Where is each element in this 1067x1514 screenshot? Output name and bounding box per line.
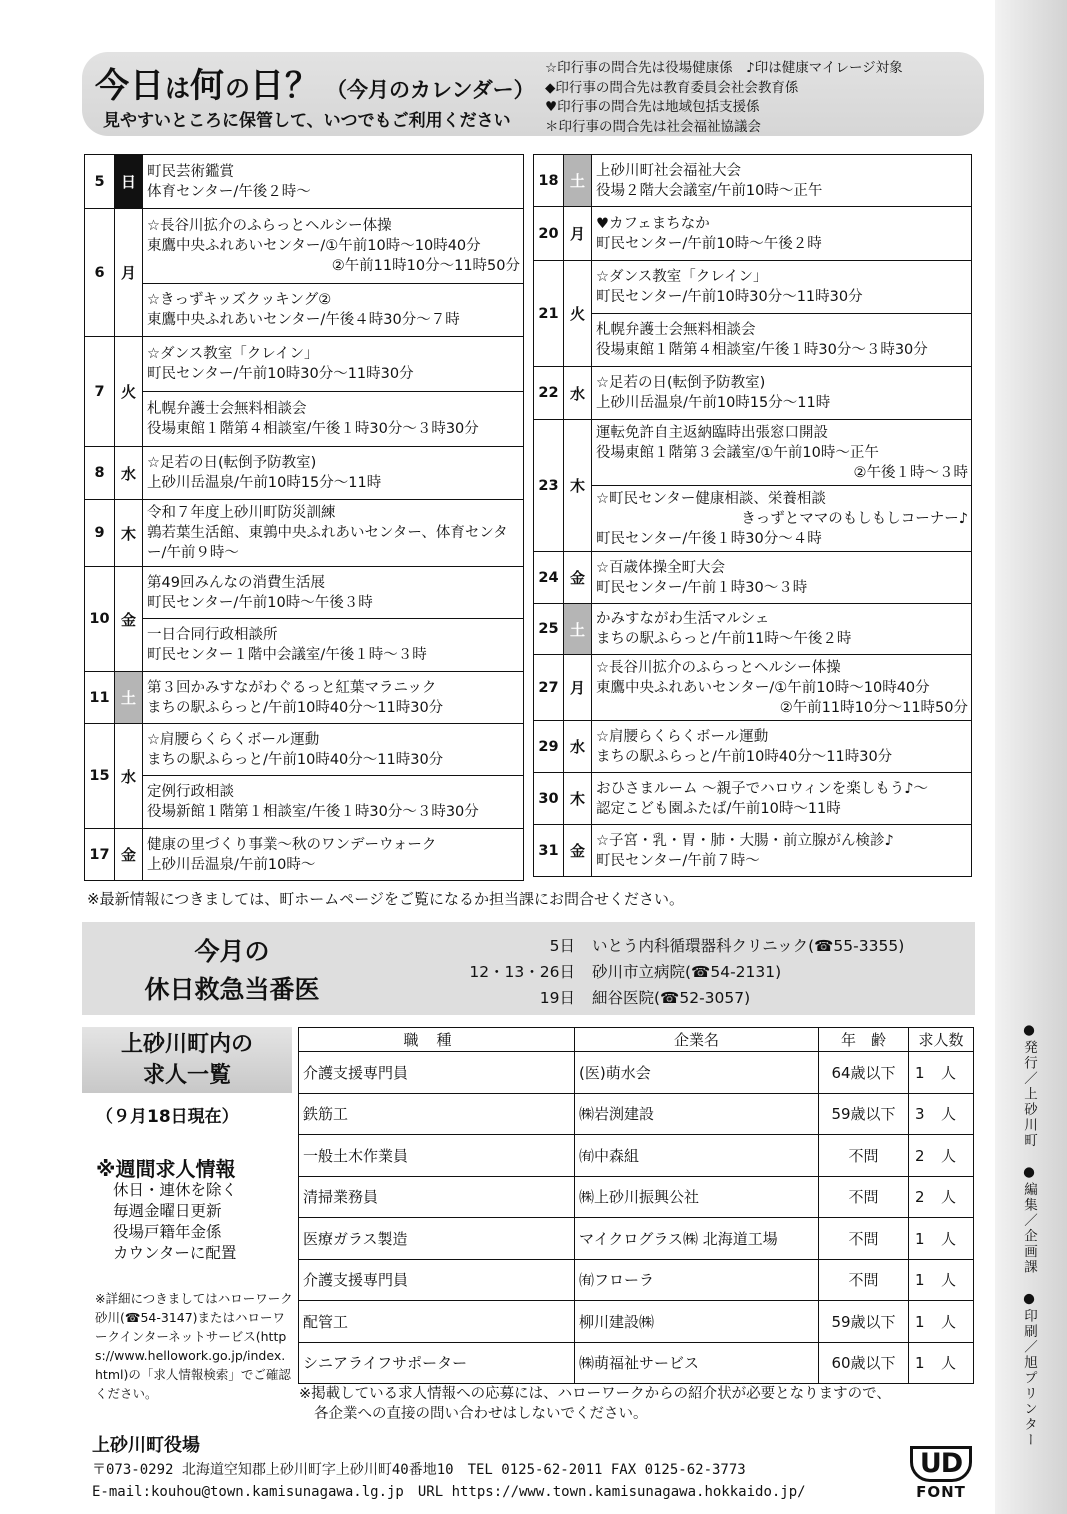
job-age: 不問	[819, 1176, 909, 1218]
job-count	[909, 1052, 974, 1094]
event-detail: 町民センター/午前10時～午後２時	[596, 235, 822, 252]
calendar-date: 11	[85, 672, 115, 724]
event-title: ☆足若の日(転倒予防教室)	[147, 455, 317, 471]
job-count-unit: 人	[941, 1105, 957, 1124]
calendar-event	[143, 392, 524, 447]
event-detail: ②午後１時～３時	[853, 464, 968, 481]
event-title: ☆子宮・乳・胃・肺・大腸・前立腺がん検診♪	[596, 832, 894, 849]
event-detail: ②午前11時10分～11時50分	[779, 699, 968, 716]
legend	[545, 59, 903, 137]
calendar-row	[534, 604, 972, 655]
header-count: 求人数	[909, 1028, 974, 1052]
event-title: 第３回かみすながわぐるっと紅葉マラニック	[147, 679, 437, 696]
calendar-event	[143, 337, 524, 392]
job-count-number: 3	[915, 1105, 925, 1124]
event-detail: 東鷹中央ふれあいセンター/午後４時30分～７時	[147, 312, 460, 328]
event-detail: まちの駅ふらっと/午前10時40分～11時30分	[147, 699, 444, 716]
job-count	[909, 1093, 974, 1135]
calendar-date: 21	[534, 261, 564, 367]
event-detail: 東鷹中央ふれあいセンター/①午前10時～10時40分	[596, 679, 930, 696]
calendar-weekday: 水	[564, 721, 592, 773]
event-title: ☆町民センター健康相談、栄養相談	[596, 490, 826, 507]
calendar-row	[534, 721, 972, 773]
calendar-event	[592, 655, 972, 721]
calendar-event	[143, 724, 524, 776]
job-count	[909, 1135, 974, 1177]
calendar-date: 30	[534, 773, 564, 825]
calendar-row	[85, 447, 524, 500]
event-detail: 役場東館１階第４相談室/午後１時30分～３時30分	[596, 342, 928, 358]
ud-font-logo	[910, 1446, 972, 1502]
event-detail: まちの駅ふらっと/午前11時～午後２時	[596, 631, 852, 647]
job-company: マイクログラス㈱ 北海道工場	[575, 1218, 819, 1260]
event-title: ♥カフェまちなか	[596, 215, 710, 232]
title-part: （今月のカレンダー）	[326, 78, 535, 102]
calendar-weekday: 日	[115, 155, 143, 209]
calendar-event	[143, 567, 524, 619]
calendar-row	[85, 500, 524, 567]
calendar-date: 25	[534, 604, 564, 655]
table-row	[299, 1342, 974, 1384]
jobs-title-line: 求人一覧	[142, 1063, 231, 1088]
event-title: 札幌弁護士会無料相談会	[147, 401, 307, 417]
weekly-line: 毎週金曜日更新	[113, 1202, 222, 1220]
calendar-date: 8	[85, 447, 115, 500]
publisher-credits: ●発行／上砂川町 ●編集／企画課 ●印刷／旭プリンター	[1021, 1022, 1037, 1448]
event-detail: きっずとママのもしもしコーナー♪	[741, 510, 968, 527]
calendar-weekday: 木	[115, 500, 143, 567]
calendar-row	[534, 486, 972, 552]
job-age: 不問	[819, 1135, 909, 1177]
weekly-info	[113, 1180, 237, 1264]
calendar-date: 5	[85, 155, 115, 209]
weekly-line: 役場戸籍年金係	[113, 1223, 222, 1241]
job-count-unit: 人	[941, 1146, 957, 1165]
event-title: ☆肩腰らくらくボール運動	[147, 731, 320, 748]
calendar-event	[592, 721, 972, 773]
calendar-event	[143, 829, 524, 881]
title-part: は	[165, 74, 191, 103]
calendar-weekday: 土	[115, 672, 143, 724]
event-detail: 役場新館１階第１相談室/午後１時30分～３時30分	[147, 804, 479, 820]
calendar-weekday: 火	[564, 261, 592, 367]
emergency-title-line: 今月の	[194, 937, 270, 966]
ud-mark: UD	[910, 1446, 972, 1482]
event-title: 運転免許自主返納臨時出張窓口開設	[596, 424, 828, 441]
emergency-day: 19日	[539, 989, 575, 1007]
jobs-title	[82, 1027, 292, 1093]
calendar-date: 31	[534, 825, 564, 877]
calendar-row	[534, 773, 972, 825]
event-detail: 町民センター/午後１時30分～４時	[596, 530, 822, 547]
job-count-unit: 人	[941, 1063, 957, 1082]
event-title: 上砂川町社会福祉大会	[596, 162, 741, 179]
calendar-event	[143, 284, 524, 337]
calendar-date: 10	[85, 567, 115, 672]
calendar-right-body	[534, 155, 972, 877]
job-age: 不問	[819, 1259, 909, 1301]
calendar-weekday: 土	[564, 155, 592, 207]
calendar-row	[534, 367, 972, 420]
calendar-row	[534, 261, 972, 314]
calendar-row	[85, 155, 524, 209]
calendar-row	[85, 567, 524, 619]
page-title	[95, 58, 535, 107]
event-detail: 東鷹中央ふれあいセンター/①午前10時～10時40分	[147, 238, 481, 254]
job-kind: 清掃業務員	[299, 1176, 575, 1218]
table-row	[299, 1301, 974, 1343]
job-age: 64歳以下	[819, 1052, 909, 1094]
legend-line: ☆印行事の問合先は役場健康係 ♪印は健康マイレージ対象	[545, 60, 903, 76]
emergency-clinic: 砂川市立病院(☎54-2131)	[592, 963, 782, 981]
event-title: ☆百歳体操全町大会	[596, 559, 725, 576]
calendar-date: 17	[85, 829, 115, 881]
event-detail: 上砂川岳温泉/午前10時～	[147, 856, 316, 873]
calendar-date: 22	[534, 367, 564, 420]
event-detail: 役場東館１階第３会議室/①午前10時～正午	[596, 444, 879, 461]
ud-font-word: FONT	[916, 1483, 966, 1501]
calendar-event	[143, 619, 524, 672]
job-count-number: 1	[915, 1229, 925, 1248]
job-company: ㈲フローラ	[575, 1259, 819, 1301]
job-company: (医)萌水会	[575, 1052, 819, 1094]
job-kind: 介護支援専門員	[299, 1259, 575, 1301]
header-company: 企業名	[575, 1028, 819, 1052]
table-row	[299, 1093, 974, 1135]
calendar-row	[85, 776, 524, 829]
jobs-header-row	[299, 1028, 974, 1052]
calendar-date: 6	[85, 209, 115, 337]
event-detail: まちの駅ふらっと/午前10時40分～11時30分	[147, 751, 444, 768]
calendar-date: 15	[85, 724, 115, 829]
job-count	[909, 1301, 974, 1343]
legend-line: ◆印行事の問合先は教育委員会社会教育係	[545, 79, 799, 96]
event-title: ☆きっずキッズクッキング②	[147, 292, 332, 308]
calendar-weekday: 木	[564, 420, 592, 552]
calendar-weekday: 金	[564, 552, 592, 604]
calendar-date: 27	[534, 655, 564, 721]
job-company: ㈲中森組	[575, 1135, 819, 1177]
calendar-weekday: 月	[115, 209, 143, 337]
table-row	[299, 1218, 974, 1260]
calendar-event	[592, 314, 972, 367]
calendar-weekday: 金	[115, 829, 143, 881]
event-detail: 町民センター/午前10時30分～11時30分	[596, 289, 863, 305]
jobs-table	[298, 1027, 974, 1384]
calendar-left	[84, 154, 524, 881]
job-kind: 医療ガラス製造	[299, 1218, 575, 1260]
legend-line: ♥印行事の問合先は地域包括支援係	[545, 99, 760, 115]
jobs-detail-note: ※詳細につきましてはハローワーク砂川(☎54-3147)またはハローワークインターネットサービス(https://www.hellowork.go.jp/index.html)の「求人情報検索」でご確認ください。	[95, 1291, 293, 1401]
event-title: ☆ダンス教室「クレイン」	[147, 346, 319, 362]
job-count-unit: 人	[941, 1229, 957, 1248]
event-title: ☆長谷川拡介のふらっとヘルシー体操	[147, 218, 392, 234]
calendar-event	[592, 825, 972, 877]
calendar-weekday: 金	[564, 825, 592, 877]
calendar-date: 18	[534, 155, 564, 207]
legend-line: ＊印行事の問合先は社会福祉協議会	[545, 118, 761, 135]
event-detail: 役場２階大会議室/午前10時～正午	[596, 182, 823, 199]
calendar-left-body	[85, 155, 524, 881]
event-detail: 町民センター/午前10時30分～11時30分	[147, 366, 414, 382]
job-kind: 配管工	[299, 1301, 575, 1343]
calendar-weekday: 火	[115, 337, 143, 447]
calendar-row	[534, 420, 972, 486]
calendar-event	[592, 155, 972, 207]
job-count	[909, 1218, 974, 1260]
calendar-row	[85, 724, 524, 776]
title-part: 何	[190, 66, 226, 106]
calendar-row	[534, 155, 972, 207]
calendar-event	[592, 420, 972, 486]
emergency-day: 12・13・26日	[469, 963, 575, 981]
event-detail: ②午前11時10分～11時50分	[331, 258, 520, 274]
job-age: 不問	[819, 1218, 909, 1260]
table-row	[299, 1176, 974, 1218]
calendar-row	[534, 655, 972, 721]
calendar-weekday: 水	[115, 724, 143, 829]
event-detail: 上砂川岳温泉/午前10時15分～11時	[596, 395, 831, 411]
jobs-note-line: 各企業への直接の問い合わせはしないでください。	[314, 1406, 648, 1422]
job-count-number: 1	[915, 1354, 925, 1373]
emergency-title	[82, 933, 382, 1009]
calendar-weekday: 土	[564, 604, 592, 655]
calendar-right	[533, 154, 972, 877]
event-detail: 認定こども園ふたば/午前10時～11時	[596, 800, 841, 817]
event-title: おひさまルーム ～親子でハロウィンを楽しもう♪～	[596, 780, 928, 797]
calendar-row	[85, 209, 524, 284]
calendar-row	[85, 337, 524, 392]
event-detail: 上砂川岳温泉/午前10時15分～11時	[147, 475, 382, 491]
job-kind: シニアライフサポーター	[299, 1342, 575, 1384]
title-part: 日？	[250, 66, 321, 106]
job-count-number: 2	[915, 1146, 925, 1165]
calendar-event	[592, 552, 972, 604]
event-detail: 町民センター１階中会議室/午後１時～３時	[147, 647, 427, 663]
calendar-event	[592, 773, 972, 825]
calendar-row	[534, 207, 972, 261]
calendar-date: 9	[85, 500, 115, 567]
calendar-row	[85, 392, 524, 447]
job-kind: 一般土木作業員	[299, 1135, 575, 1177]
job-kind: 介護支援専門員	[299, 1052, 575, 1094]
calendar-event	[143, 155, 524, 209]
weekly-line: 休日・連休を除く	[113, 1181, 238, 1199]
event-title: 一日合同行政相談所	[147, 627, 278, 643]
event-title: 健康の里づくり事業～秋のワンデーウォーク	[147, 836, 437, 853]
job-count	[909, 1342, 974, 1384]
emergency-title-line: 休日救急当番医	[144, 975, 320, 1004]
office-name: 上砂川町役場	[92, 1435, 200, 1456]
jobs-body	[299, 1052, 974, 1384]
event-title: ☆肩腰らくらくボール運動	[596, 728, 769, 745]
calendar-row	[85, 284, 524, 337]
calendar-event	[592, 207, 972, 261]
event-title: ☆ダンス教室「クレイン」	[596, 269, 768, 285]
event-detail: 町民センター/午前１時30～３時	[596, 579, 808, 596]
table-row	[299, 1259, 974, 1301]
event-detail: まちの駅ふらっと/午前10時40分～11時30分	[596, 748, 893, 765]
calendar-note: ※最新情報につきましては、町ホームページをご覧になるか担当課にお問合せください。	[87, 890, 684, 908]
calendar-row	[85, 829, 524, 881]
event-detail: 体育センター/午後２時～	[147, 183, 311, 200]
calendar-weekday: 水	[564, 367, 592, 420]
calendar-row	[85, 619, 524, 672]
event-title: 町民芸術鑑賞	[147, 163, 234, 180]
job-count-number: 1	[915, 1312, 925, 1331]
title-part: 今日	[95, 66, 165, 106]
jobs-title-line: 上砂川町内の	[120, 1032, 253, 1057]
calendar-weekday: 金	[115, 567, 143, 672]
emergency-clinic: いとう内科循環器科クリニック(☎55-3355)	[592, 937, 905, 955]
job-count	[909, 1259, 974, 1301]
calendar-event	[143, 672, 524, 724]
job-count	[909, 1176, 974, 1218]
job-company: ㈱萌福祉サービス	[575, 1342, 819, 1384]
table-row	[299, 1052, 974, 1094]
calendar-event	[143, 776, 524, 829]
calendar-date: 24	[534, 552, 564, 604]
table-row	[299, 1135, 974, 1177]
event-title: 令和７年度上砂川町防災訓練	[147, 505, 336, 521]
event-detail: 役場東館１階第４相談室/午後１時30分～３時30分	[147, 421, 479, 437]
calendar-event	[592, 367, 972, 420]
emergency-clinic: 細谷医院(☎52-3057)	[592, 989, 751, 1007]
calendar-event	[143, 209, 524, 284]
job-company: ㈱上砂川振興公社	[575, 1176, 819, 1218]
event-title: かみすながわ生活マルシェ	[596, 611, 770, 627]
calendar-row	[85, 672, 524, 724]
calendar-weekday: 水	[115, 447, 143, 500]
job-count-number: 1	[915, 1063, 925, 1082]
calendar-weekday: 月	[564, 207, 592, 261]
calendar-row	[534, 825, 972, 877]
jobs-note-line: ※掲載している求人情報への応募には、ハローワークからの紹介状が必要となりますので、	[299, 1386, 891, 1402]
calendar-weekday: 木	[564, 773, 592, 825]
job-count-number: 2	[915, 1188, 925, 1207]
jobs-note	[299, 1384, 891, 1424]
calendar-date: 23	[534, 420, 564, 552]
weekly-line: カウンターに配置	[113, 1244, 237, 1262]
calendar-date: 20	[534, 207, 564, 261]
event-detail: 町民センター/午前10時～午後３時	[147, 594, 373, 611]
header-age: 年 齢	[819, 1028, 909, 1052]
page-subtitle: 見やすいところに保管して、いつでもご利用ください	[103, 111, 511, 131]
calendar-date: 29	[534, 721, 564, 773]
calendar-row	[534, 314, 972, 367]
job-count-unit: 人	[941, 1271, 957, 1290]
job-count-unit: 人	[941, 1188, 957, 1207]
emergency-day: 5日	[549, 937, 575, 955]
job-company: 柳川建設㈱	[575, 1301, 819, 1343]
event-detail: 鶉若葉生活館、東鶉中央ふれあいセンター、体育センター/午前９時～	[147, 525, 508, 561]
office-address: 〒073-0292 北海道空知郡上砂川町字上砂川町40番地10 TEL 0125-62-2011 FAX 0125-62-3773	[92, 1462, 746, 1478]
calendar-event	[143, 447, 524, 500]
calendar-date: 7	[85, 337, 115, 447]
event-title: 定例行政相談	[147, 784, 234, 800]
job-count-unit: 人	[941, 1312, 957, 1331]
jobs-as-of: （９月18日現在）	[96, 1107, 239, 1127]
job-count-unit: 人	[941, 1354, 957, 1373]
calendar-event	[143, 500, 524, 567]
job-company: ㈱岩渕建設	[575, 1093, 819, 1135]
job-age: 60歳以下	[819, 1342, 909, 1384]
calendar-event	[592, 486, 972, 552]
calendar-weekday: 月	[564, 655, 592, 721]
calendar-event	[592, 261, 972, 314]
event-detail: 町民センター/午前７時～	[596, 852, 760, 869]
job-age: 59歳以下	[819, 1301, 909, 1343]
job-count-number: 1	[915, 1271, 925, 1290]
event-title: 第49回みんなの消費生活展	[147, 574, 325, 591]
calendar-row	[534, 552, 972, 604]
event-title: 札幌弁護士会無料相談会	[596, 322, 756, 338]
weekly-title: ※週間求人情報	[96, 1157, 236, 1181]
header-kind: 職種	[299, 1028, 575, 1052]
event-title: ☆足若の日(転倒予防教室)	[596, 375, 766, 391]
job-age: 59歳以下	[819, 1093, 909, 1135]
event-title: ☆長谷川拡介のふらっとヘルシー体操	[596, 659, 841, 676]
title-part: の	[225, 74, 251, 103]
job-kind: 鉄筋工	[299, 1093, 575, 1135]
calendar-event	[592, 604, 972, 655]
office-contact: E-mail:kouhou@town.kamisunagawa.lg.jp URL https://www.town.kamisunagawa.hokkaido.jp/	[92, 1484, 806, 1500]
